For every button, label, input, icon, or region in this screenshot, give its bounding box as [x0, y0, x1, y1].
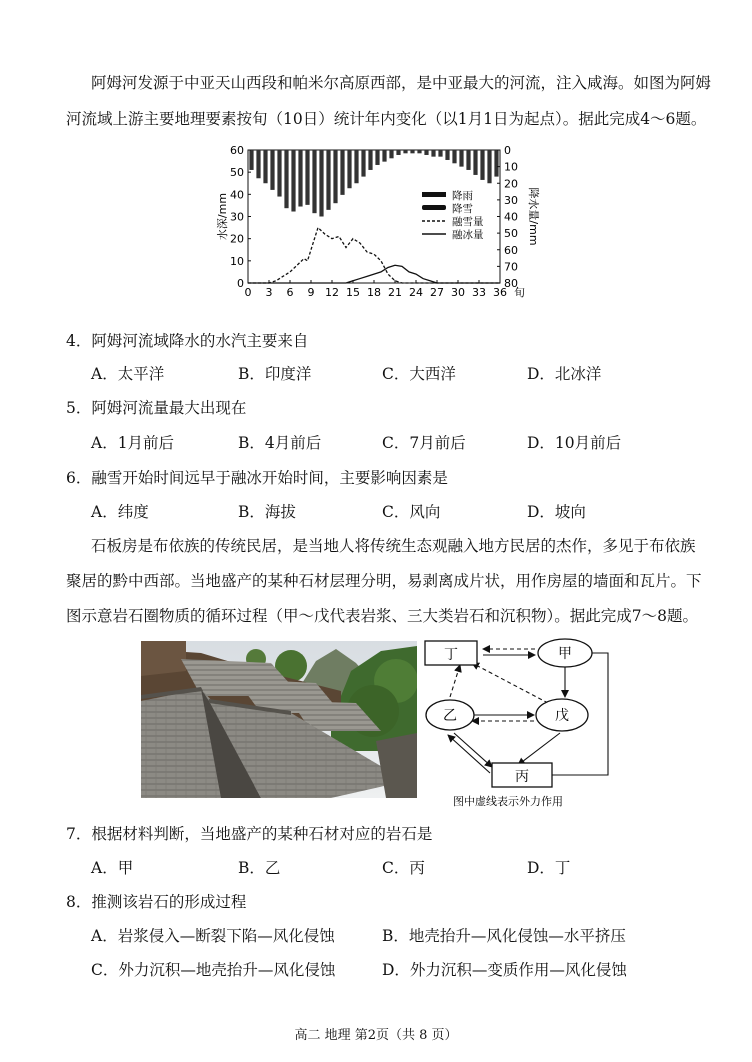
- y-left-tick-label: 60: [230, 144, 244, 157]
- precip-bar: [487, 150, 491, 183]
- q6-option-a[interactable]: A．纬度: [91, 503, 149, 521]
- precip-bar: [305, 150, 309, 205]
- legend-swatch-rain: [422, 192, 446, 197]
- precip-bar: [459, 150, 463, 167]
- precip-bar: [389, 150, 393, 158]
- precip-bar: [298, 150, 302, 207]
- y-left-tick-label: 40: [230, 188, 244, 202]
- precip-bar: [417, 150, 421, 153]
- y-left-axis-title: 水深/mm: [216, 192, 229, 241]
- x-tick-label: 15: [346, 286, 360, 299]
- precip-bar: [403, 150, 407, 153]
- precip-bar: [410, 150, 414, 153]
- precip-bar: [396, 150, 400, 155]
- intro2-line-2: 聚居的黔中西部。当地盛产的某种石材层理分明，易剥离成片状，用作房屋的墙面和瓦片。下: [66, 572, 702, 590]
- q7-option-c[interactable]: C．丙: [382, 859, 425, 877]
- q5-option-d[interactable]: D．10月前后: [527, 434, 622, 452]
- precip-bar: [277, 150, 281, 197]
- intro-line-2: 河流域上游主要地理要素按旬（10日）统计年内变化（以1月1日为起点）。据此完成4～6题。: [66, 110, 707, 128]
- precip-bar: [326, 150, 330, 210]
- legend-label: 融冰量: [452, 229, 484, 241]
- river-chart: [210, 140, 540, 305]
- precip-bar: [284, 150, 288, 208]
- y-left-tick-label: 20: [230, 232, 244, 246]
- q5-option-b[interactable]: B．4月前后: [238, 434, 322, 452]
- q6-option-c[interactable]: C．风向: [382, 503, 441, 521]
- q6-option-d[interactable]: D．坡向: [527, 503, 586, 521]
- x-tick-label: 36: [493, 286, 507, 299]
- x-tick-label: 0: [244, 286, 252, 299]
- precip-bar: [319, 150, 323, 217]
- q8-option-d[interactable]: D．外力沉积—变质作用—风化侵蚀: [382, 961, 627, 979]
- precip-bar: [452, 150, 456, 163]
- y-right-axis-title: 降水量/mm: [527, 187, 540, 246]
- precip-bar: [368, 150, 372, 170]
- q5-stem: 5．阿姆河流量最大出现在: [66, 399, 247, 417]
- node-wu: 戊: [555, 708, 569, 724]
- y-right-tick-label: 60: [504, 243, 518, 257]
- q5-option-a[interactable]: A．1月前后: [91, 434, 175, 452]
- x-tick-label: 9: [307, 286, 315, 299]
- x-tick-label: 6: [286, 286, 294, 299]
- x-tick-label: 12: [325, 286, 339, 299]
- x-tick-label: 3: [265, 286, 273, 299]
- y-right-tick-label: 10: [504, 160, 518, 174]
- q4-option-c[interactable]: C．大西洋: [382, 365, 456, 383]
- node-yi: 乙: [443, 708, 457, 724]
- precip-bar: [256, 150, 260, 178]
- x-tick-label: 21: [388, 286, 402, 299]
- x-tick-label: 18: [367, 286, 381, 299]
- y-right-tick-label: 80: [504, 277, 518, 290]
- precip-bar: [249, 150, 253, 170]
- diagram-caption: 图中虚线表示外力作用: [453, 795, 563, 808]
- y-right-tick-label: 50: [504, 227, 518, 241]
- precip-bar: [480, 150, 484, 180]
- x-tick-label: 27: [430, 286, 444, 299]
- q6-option-b[interactable]: B．海拔: [238, 503, 296, 521]
- legend-label: 融雪量: [452, 216, 484, 228]
- y-left-tick-label: 0: [237, 277, 244, 290]
- q8-option-c[interactable]: C．外力沉积—地壳抬升—风化侵蚀: [91, 961, 336, 979]
- q4-option-a[interactable]: A．太平洋: [91, 365, 165, 383]
- intro2-line-3: 图示意岩石圈物质的循环过程（甲～戊代表岩浆、三大类岩石和沉积物）。据此完成7～8题。: [66, 607, 698, 625]
- node-ding: 丁: [444, 647, 458, 663]
- node-bing: 丙: [515, 769, 529, 785]
- precip-bar: [354, 150, 358, 183]
- precip-bar: [291, 150, 295, 212]
- precip-bar: [312, 150, 316, 213]
- precip-bar: [340, 150, 344, 195]
- y-right-tick-label: 0: [504, 144, 511, 157]
- q4-option-b[interactable]: B．印度洋: [238, 365, 312, 383]
- precip-bar: [466, 150, 470, 170]
- precip-bar: [424, 150, 428, 155]
- precip-bar: [382, 150, 386, 162]
- precip-bar: [347, 150, 351, 188]
- rock-cycle-diagram: [420, 635, 640, 815]
- y-left-tick-label: 10: [230, 254, 244, 268]
- q8-stem: 8．推测该岩石的形成过程: [66, 893, 247, 911]
- page-footer: 高二 地理 第2页（共 8 页）: [294, 1028, 458, 1043]
- precip-bar: [431, 150, 435, 157]
- q4-option-d[interactable]: D．北冰洋: [527, 365, 602, 383]
- legend-swatch-snow: [422, 205, 446, 210]
- intro2-line-1: 石板房是布依族的传统民居，是当地人将传统生态观融入地方民居的杰作，多见于布依族: [91, 537, 696, 555]
- q7-option-b[interactable]: B．乙: [238, 859, 281, 877]
- precip-bar: [333, 150, 337, 203]
- node-jia: 甲: [558, 646, 572, 662]
- precip-bar: [445, 150, 449, 160]
- q8-option-b[interactable]: B．地壳抬升—风化侵蚀—水平挤压: [382, 927, 626, 945]
- precip-bar: [263, 150, 267, 183]
- q7-stem: 7．根据材料判断，当地盛产的某种石材对应的岩石是: [66, 825, 433, 843]
- precip-bar: [361, 150, 365, 177]
- precip-bar: [270, 150, 274, 190]
- legend-label: 降雨: [452, 190, 473, 202]
- y-right-tick-label: 30: [504, 193, 518, 207]
- x-tick-label: 33: [472, 286, 486, 299]
- y-left-tick-label: 50: [230, 166, 244, 180]
- stone-house-photo: [141, 641, 417, 798]
- q7-option-d[interactable]: D．丁: [527, 859, 571, 877]
- precip-bar: [438, 150, 442, 157]
- y-right-tick-label: 70: [504, 260, 518, 274]
- intro-line-1: 阿姆河发源于中亚天山西段和帕米尔高原西部，是中亚最大的河流，注入咸海。如图为阿姆: [91, 74, 712, 92]
- x-tick-label: 30: [451, 286, 465, 299]
- x-tick-label: 24: [409, 286, 423, 299]
- q4-stem: 4．阿姆河流域降水的水汽主要来自: [66, 332, 309, 350]
- precip-bar: [375, 150, 379, 165]
- precip-bar: [473, 150, 477, 175]
- q5-option-c[interactable]: C．7月前后: [382, 434, 466, 452]
- q6-stem: 6．融雪开始时间远早于融冰开始时间，主要影响因素是: [66, 469, 448, 487]
- q8-option-a[interactable]: A．岩浆侵入—断裂下陷—风化侵蚀: [91, 927, 335, 945]
- y-right-tick-label: 20: [504, 177, 518, 191]
- q7-option-a[interactable]: A．甲: [91, 859, 134, 877]
- y-right-tick-label: 40: [504, 210, 518, 224]
- y-left-tick-label: 30: [230, 210, 244, 224]
- precip-bar: [494, 150, 498, 177]
- legend-label: 降雪: [452, 203, 473, 215]
- x-unit-label: 旬: [514, 286, 525, 299]
